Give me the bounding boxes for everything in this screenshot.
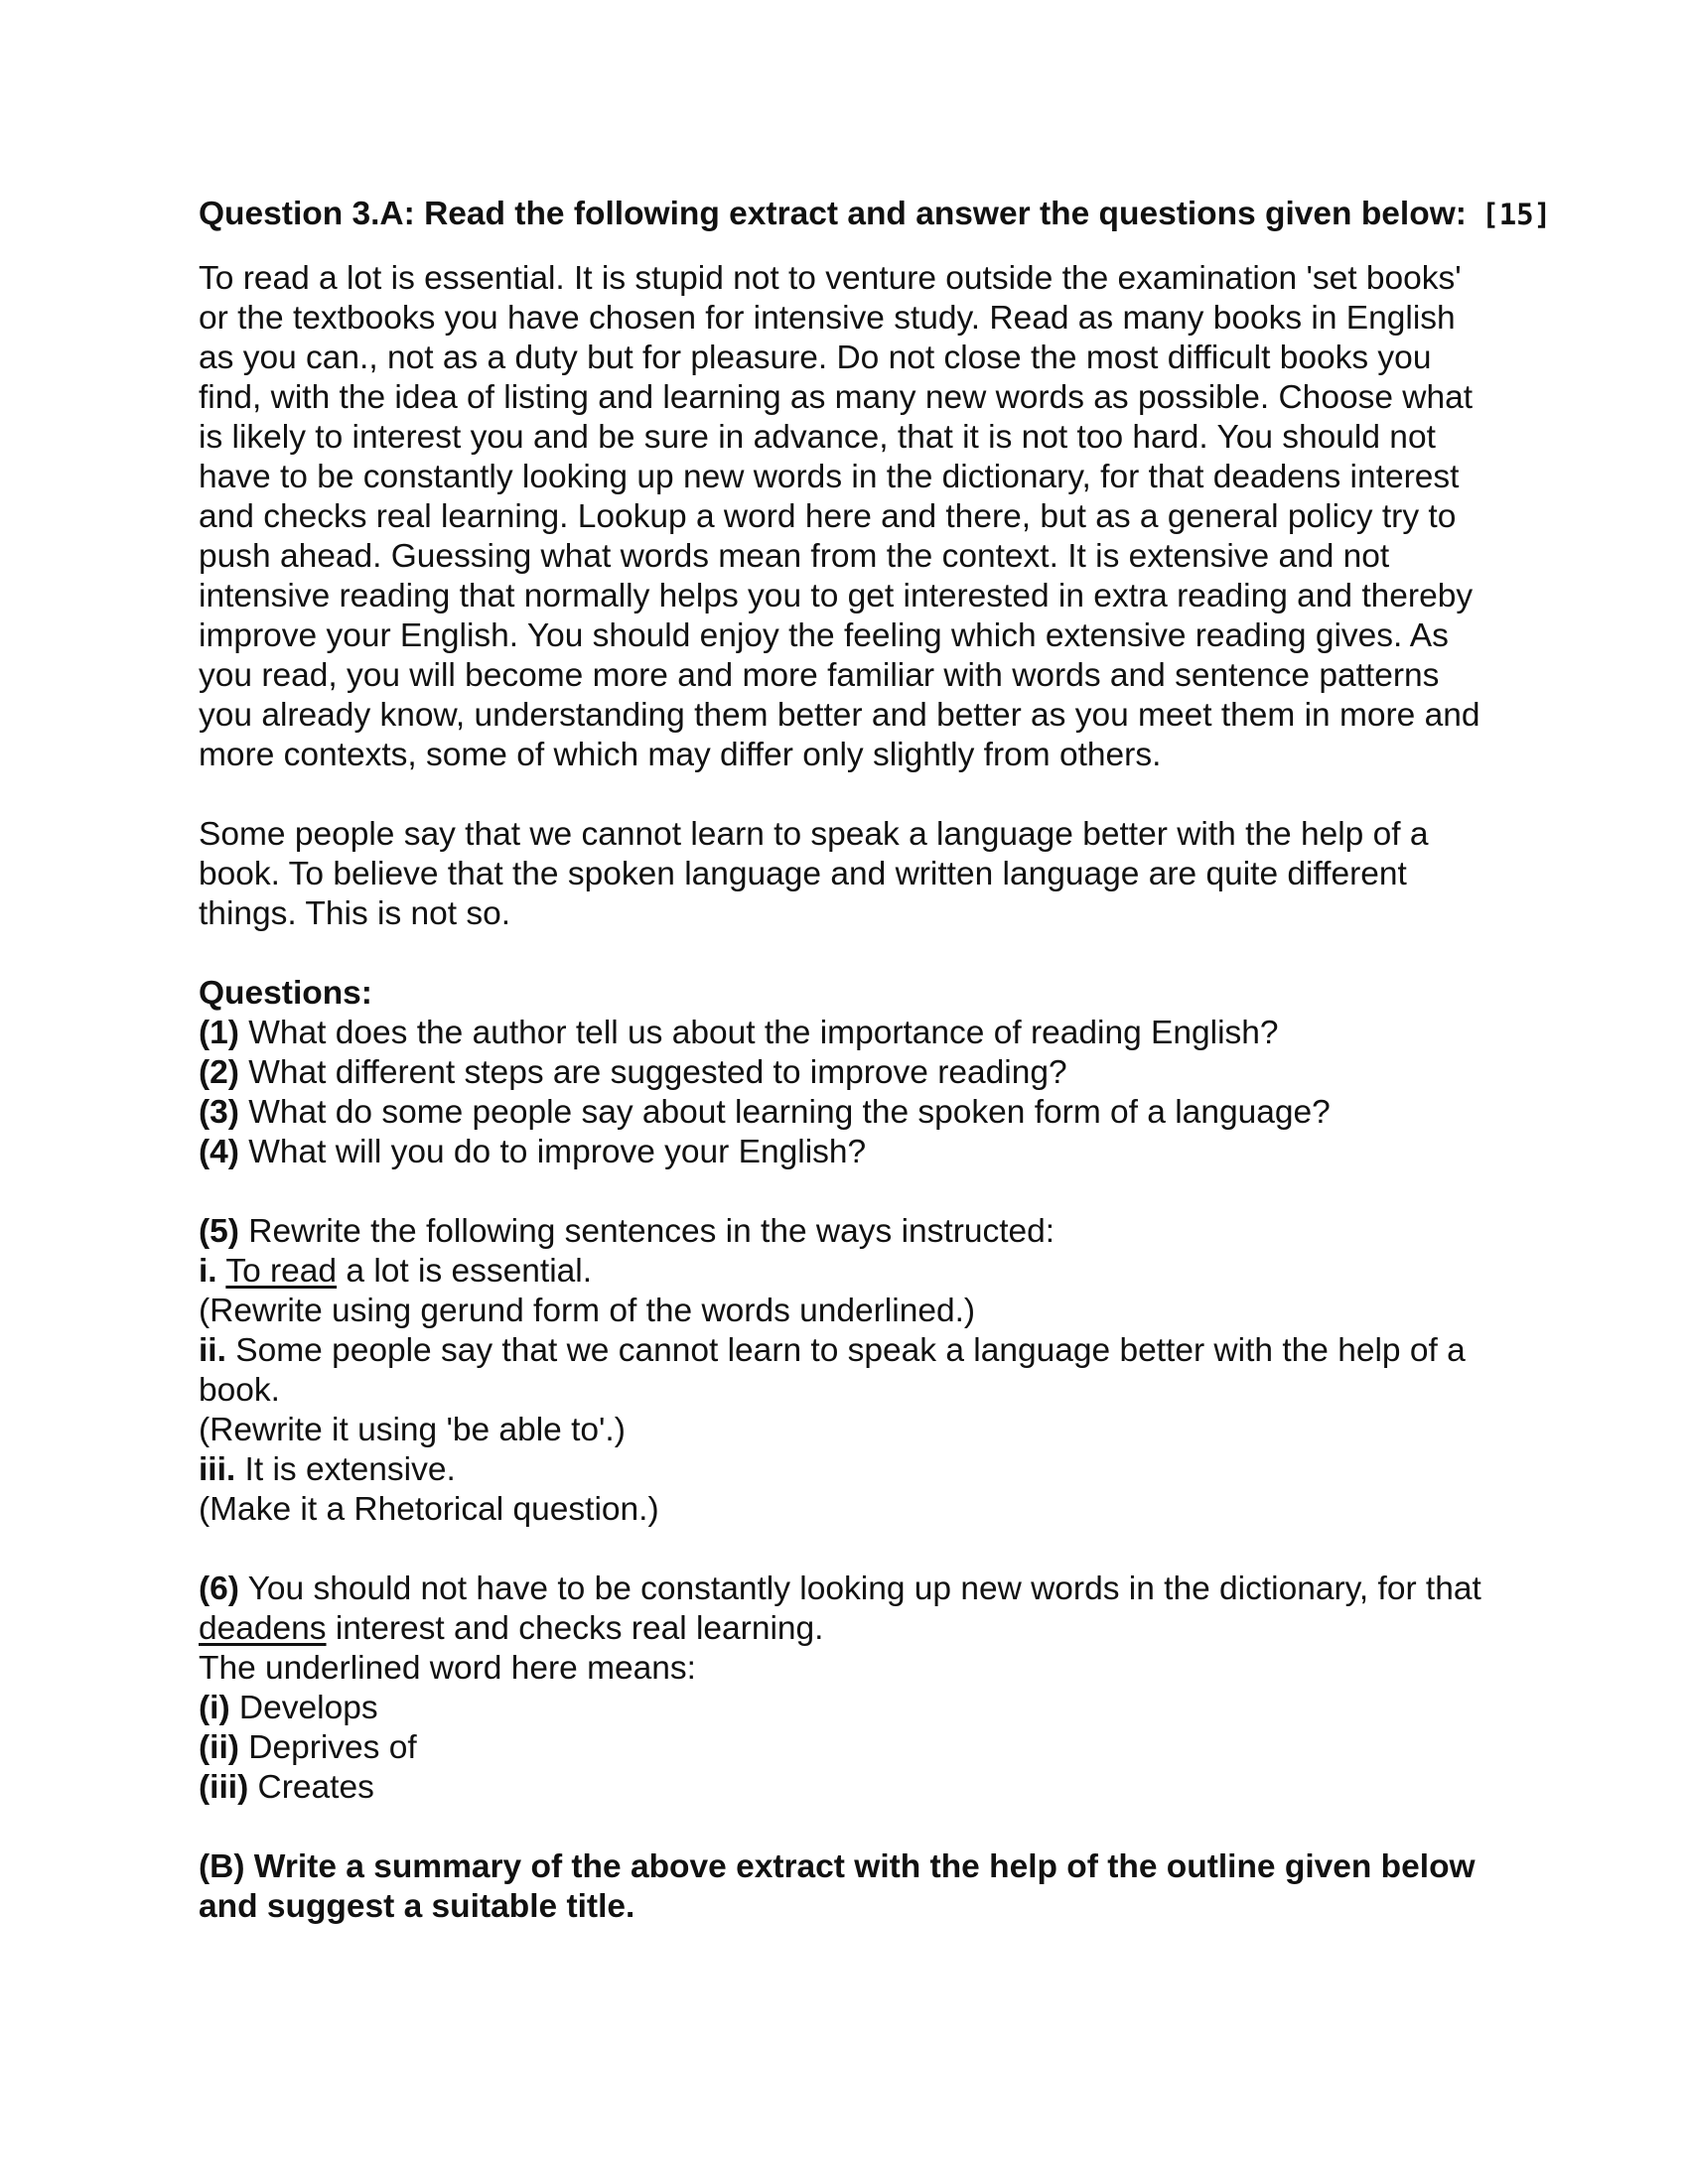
question-number: (5) — [199, 1213, 239, 1250]
q5-part-i — [199, 1252, 1499, 1292]
q6-text-before: You should not have to be constantly looking up new words in the dictionary, for that — [238, 1570, 1481, 1607]
question-number: (1) — [199, 1015, 239, 1051]
question-text: What different steps are suggested to improve reading? — [238, 1054, 1067, 1091]
question-number: (2) — [199, 1054, 239, 1091]
option-item — [199, 1689, 1499, 1728]
q6-text-after: interest and checks real learning. — [326, 1610, 824, 1647]
question-item — [199, 1093, 1499, 1133]
part-number: i. — [199, 1253, 217, 1290]
option-item — [199, 1728, 1499, 1768]
q5-part-ii — [199, 1331, 1499, 1411]
question-number: (3) — [199, 1094, 239, 1131]
q5-part-iii-instruction: (Make it a Rhetorical question.) — [199, 1491, 659, 1528]
part-text: It is extensive. — [235, 1451, 456, 1488]
heading-text: Question 3.A: Read the following extract and answer the questions given below: — [199, 196, 1467, 232]
q5-part-ii-instruction: (Rewrite it using 'be able to'.) — [199, 1412, 626, 1448]
marks-label: [15] — [1481, 198, 1552, 231]
part-b-instruction: (B) Write a summary of the above extract with the help of the outline given below and suggest a suitable title. — [199, 1848, 1476, 1925]
question-item — [199, 1014, 1499, 1053]
question-6 — [199, 1570, 1499, 1808]
option-item — [199, 1768, 1499, 1808]
part-text: Some people say that we cannot learn to speak a language better with the help of a book. — [199, 1332, 1466, 1409]
q5-prompt-text: Rewrite the following sentences in the ways instructed: — [238, 1213, 1055, 1250]
option-text: Develops — [229, 1690, 378, 1726]
extract-paragraph-2: Some people say that we cannot learn to speak a language better with the help of a book. To believe that the spoken language and written language are quite different things. This is not so. — [199, 816, 1429, 932]
underlined-phrase: To read — [225, 1253, 338, 1290]
question-number: (6) — [199, 1570, 239, 1607]
option-number: (ii) — [199, 1729, 239, 1766]
questions-list — [199, 974, 1499, 1172]
question-heading — [199, 195, 1552, 234]
q5-prompt — [199, 1212, 1499, 1252]
question-text: What do some people say about learning the spoken form of a language? — [238, 1094, 1331, 1131]
part-number: ii. — [199, 1332, 226, 1369]
q5-part-i-instruction: (Rewrite using gerund form of the words underlined.) — [199, 1293, 976, 1329]
question-text: What will you do to improve your English? — [238, 1134, 867, 1170]
question-item — [199, 1053, 1499, 1093]
part-text: a lot is essential. — [337, 1253, 593, 1290]
q5-part-iii — [199, 1450, 1499, 1490]
q6-prompt: The underlined word here means: — [199, 1650, 696, 1687]
part-number: iii. — [199, 1451, 236, 1488]
extract-paragraph-1: To read a lot is essential. It is stupid not to venture outside the examination 'set books' or the textbooks you have chosen for intensive study. Read as many books in English as you can., not as a duty but for pleasure. Do not close the most difficult books you find, with the idea of listing and learning as many new words as possible. Choose what is likely to interest you and be sure in advance, that it is not too hard. You should not have to be constantly looking up new words in the dictionary, for that deadens interest and checks real learning. Lookup a word here and there, but as a general policy try to push ahead. Guessing what words mean from the context. It is extensive and not intensive reading that normally helps you to get interested in extra reading and thereby improve your English. You should enjoy the feeling which extensive reading gives. As you read, you will become more and more familiar with words and sentence patterns you already know, understanding them better and better as you meet them in more and more contexts, some of which may differ only slightly from others. — [199, 260, 1480, 773]
option-number: (i) — [199, 1690, 230, 1726]
question-number: (4) — [199, 1134, 239, 1170]
exam-page — [199, 195, 1552, 1927]
option-number: (iii) — [199, 1769, 249, 1806]
question-item — [199, 1133, 1499, 1172]
question-text: What does the author tell us about the importance of reading English? — [238, 1015, 1279, 1051]
option-text: Deprives of — [238, 1729, 417, 1766]
option-text: Creates — [248, 1769, 374, 1806]
q6-sentence — [199, 1570, 1499, 1649]
underlined-word: deadens — [199, 1610, 327, 1647]
questions-title: Questions: — [199, 975, 372, 1012]
question-5 — [199, 1212, 1499, 1530]
